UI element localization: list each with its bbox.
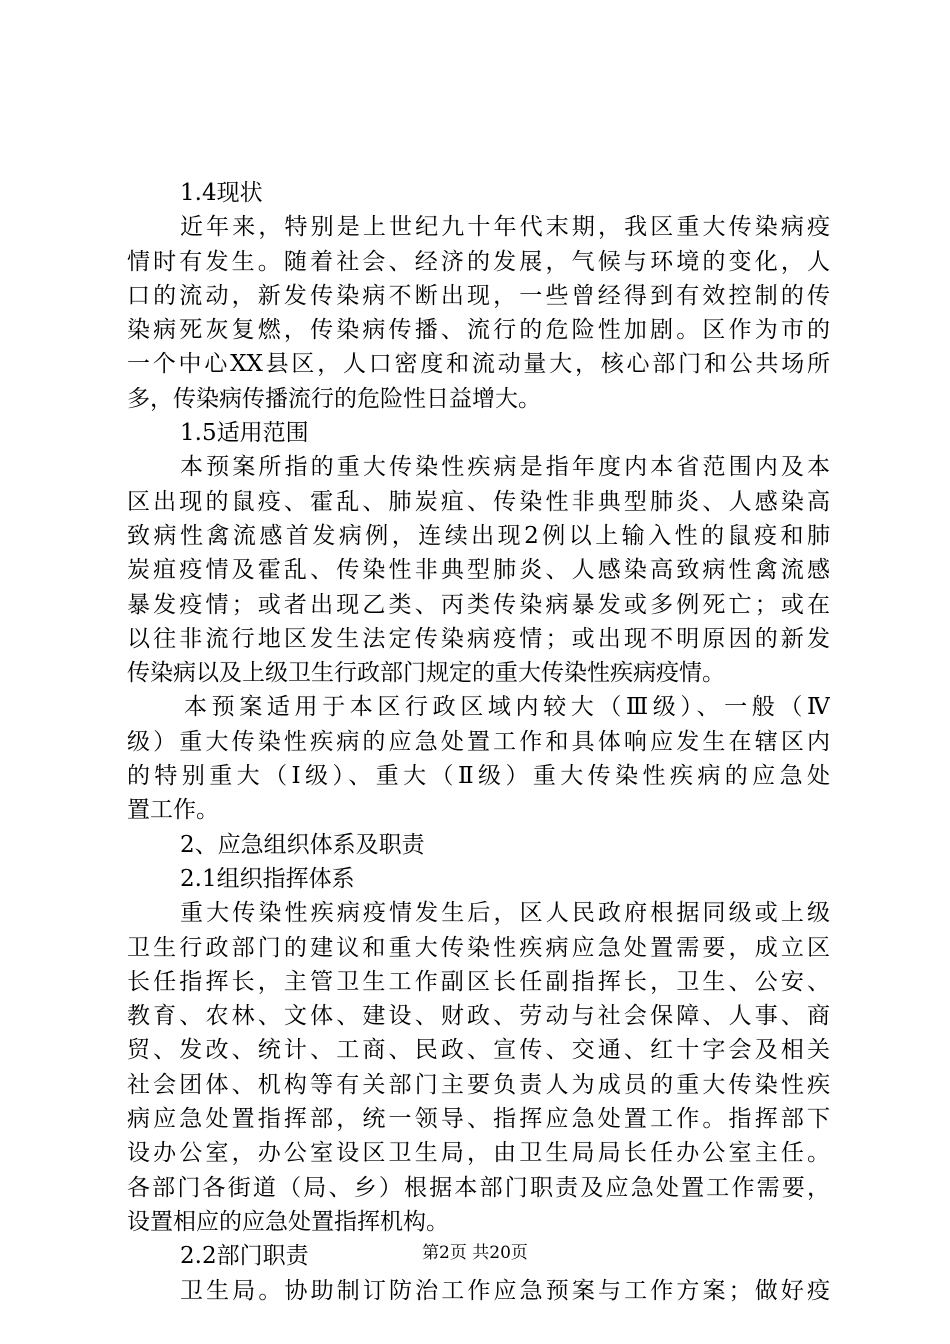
paragraph-line: 一个中心XX县区，人口密度和流动量大，核心部门和公共场所 (127, 351, 830, 378)
document-body (127, 176, 830, 1308)
paragraph-line: 区出现的鼠疫、霍乱、肺炭疽、传染性非典型肺炎、人感染高 (127, 488, 830, 515)
paragraph-line: 级）重大传染性疾病的应急处置工作和具体响应发生在辖区内 (127, 728, 830, 755)
paragraph-line: 卫生局。协助制订防治工作应急预案与工作方案；做好疫 (180, 1277, 830, 1304)
paragraph-line: 本预案所指的重大传染性疾病是指年度内本省范围内及本 (180, 454, 830, 481)
paragraph-line: 致病性禽流感首发病例，连续出现2例以上输入性的鼠疫和肺 (127, 522, 830, 549)
paragraph-line: 口的流动，新发传染病不断出现，一些曾经得到有效控制的传 (127, 282, 830, 309)
paragraph-line: 卫生行政部门的建议和重大传染性疾病应急处置需要，成立区 (127, 934, 830, 961)
paragraph-line: 情时有发生。随着社会、经济的发展，气候与环境的变化，人 (127, 248, 830, 275)
paragraph-line: 近年来，特别是上世纪九十年代末期，我区重大传染病疫 (180, 214, 830, 241)
section-heading-1-5: 1.5适用范围 (180, 420, 309, 447)
paragraph-line: 染病死灰复燃，传染病传播、流行的危险性加剧。区作为市的 (127, 317, 830, 344)
section-heading-2: 2、应急组织体系及职责 (180, 831, 425, 858)
paragraph-line: 置工作。 (127, 797, 219, 824)
paragraph-line: 以往非流行地区发生法定传染病疫情；或出现不明原因的新发 (127, 625, 830, 652)
paragraph-line: 设办公室，办公室设区卫生局，由卫生局局长任办公室主任。 (127, 1140, 830, 1167)
section-heading-2-1: 2.1组织指挥体系 (180, 865, 355, 892)
section-heading-1-4: 1.4现状 (180, 180, 263, 206)
paragraph-line: 社会团体、机构等有关部门主要负责人为成员的重大传染性疾 (127, 1071, 830, 1098)
paragraph-line: 设置相应的应急处置指挥机构。 (127, 1208, 449, 1235)
page-number-footer: 第2页 共20页 (422, 1243, 528, 1263)
paragraph-line: 多，传染病传播流行的危险性日益增大。 (127, 385, 541, 412)
paragraph-line: 重大传染性疾病疫情发生后，区人民政府根据同级或上级 (180, 900, 830, 927)
paragraph-line: 暴发疫情；或者出现乙类、丙类传染病暴发或多例死亡；或在 (127, 591, 830, 618)
paragraph-line: 长任指挥长，主管卫生工作副区长任副指挥长，卫生、公安、 (127, 968, 830, 995)
paragraph-line: 传染病以及上级卫生行政部门规定的重大传染性疾病疫情。 (127, 660, 725, 687)
section-heading-2-2: 2.2部门职责 (180, 1243, 309, 1270)
paragraph-line: 贸、发改、统计、工商、民政、宣传、交通、红十字会及相关 (127, 1037, 830, 1064)
paragraph-line: 病应急处置指挥部，统一领导、指挥应急处置工作。指挥部下 (127, 1106, 830, 1133)
paragraph-line: 的特别重大（Ⅰ级）、重大（Ⅱ级）重大传染性疾病的应急处 (127, 763, 830, 790)
paragraph-line: 炭疽疫情及霍乱、传染性非典型肺炎、人感染高致病性禽流感 (127, 557, 830, 584)
paragraph-line: 教育、农林、文体、建设、财政、劳动与社会保障、人事、商 (127, 1003, 830, 1030)
paragraph-line: 各部门各街道（局、乡）根据本部门职责及应急处置工作需要， (127, 1174, 830, 1201)
paragraph-line: 本预案适用于本区行政区域内较大（Ⅲ级）、一般（Ⅳ (184, 694, 830, 721)
